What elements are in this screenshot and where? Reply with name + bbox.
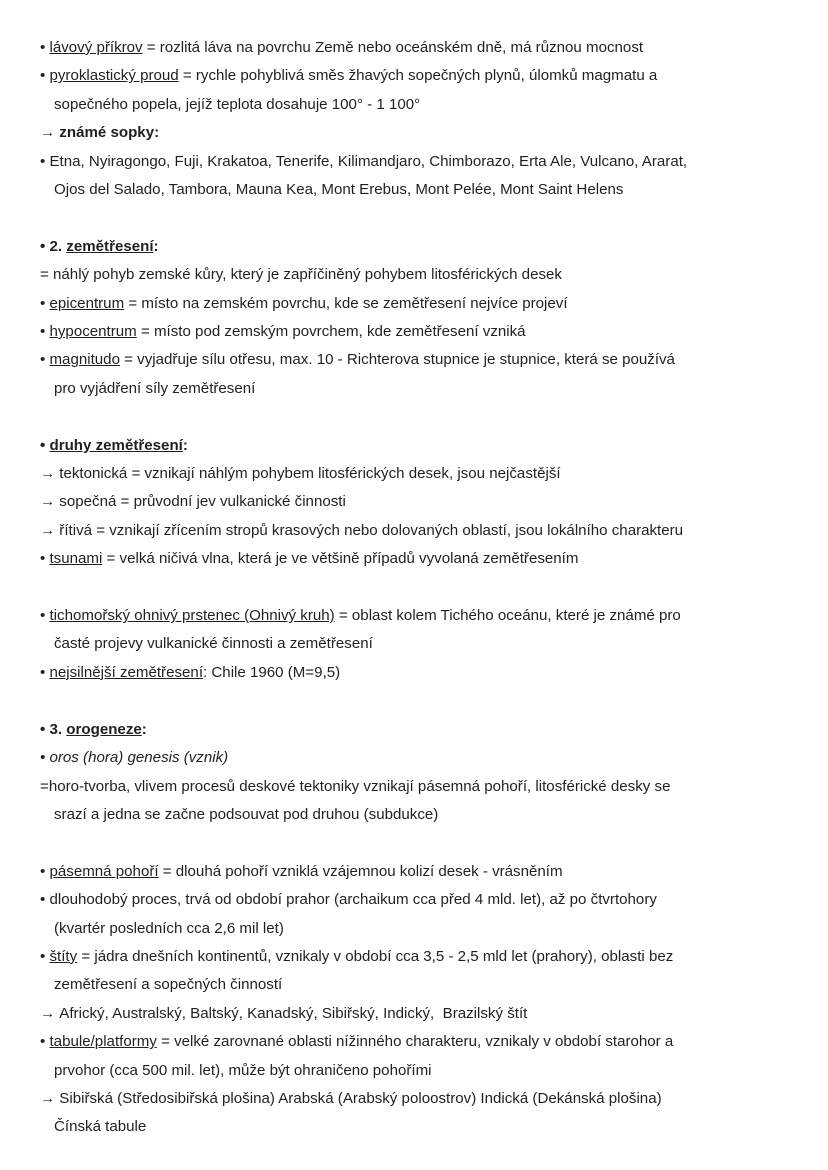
underlined-term: zemětřesení xyxy=(66,237,154,255)
underlined-term: tabule/platformy xyxy=(49,1033,157,1051)
definition-line xyxy=(40,858,792,886)
line-text: zemětřesení a sopečných činností xyxy=(54,976,283,994)
text-line xyxy=(40,1085,792,1113)
text-line xyxy=(40,119,792,147)
definition-line xyxy=(40,602,792,630)
line-text: = náhlý pohyb zemské kůry, který je zapříčiněný pohybem litosférických desek xyxy=(40,266,562,284)
definition-line xyxy=(40,943,792,971)
definition-text: = velká ničivá vlna, která je ve většině případů vyvolaná zemětřesením xyxy=(102,550,579,568)
text-line xyxy=(40,915,792,943)
line-text: srazí a jedna se začne podsouvat pod druhou (subdukce) xyxy=(54,805,439,823)
definition-text: = místo na zemském povrchu, kde se zemětřesení nejvíce projeví xyxy=(124,294,568,312)
text-line xyxy=(40,460,792,488)
definition-text: = velké zarovnané oblasti nížinného charakteru, vznikaly v období starohor a xyxy=(156,1033,674,1051)
text-line xyxy=(40,91,792,119)
definition-line xyxy=(40,290,792,318)
definition-line xyxy=(40,545,792,573)
text-line xyxy=(40,886,792,914)
text-line xyxy=(40,773,792,801)
underlined-term: druhy zemětřesení xyxy=(49,436,183,454)
text-line xyxy=(40,744,792,772)
definition-line xyxy=(40,318,792,346)
definition-line xyxy=(40,432,792,460)
text-line xyxy=(40,1113,792,1141)
line-text: sopečného popela, jejíž teplota dosahuje 100° - 1 100° xyxy=(54,95,421,113)
line-text: sopečná = průvodní jev vulkanické činnosti xyxy=(59,493,346,511)
text-line xyxy=(40,148,792,176)
definition-line xyxy=(40,1028,792,1056)
text-line xyxy=(40,375,792,403)
document-body xyxy=(40,34,792,1142)
definition-text: = místo pod zemským povrchem, kde zemětřesení vzniká xyxy=(136,323,526,341)
definition-line xyxy=(40,233,792,261)
block-spacer xyxy=(40,403,792,431)
line-text: známé sopky: xyxy=(59,124,160,142)
definition-text: = oblast kolem Tichého oceánu, které je známé pro xyxy=(334,607,681,625)
definition-line xyxy=(40,62,792,90)
definition-text: = jádra dnešních kontinentů, vznikaly v období cca 3,5 - 2,5 mld let (prahory), oblasti bez xyxy=(77,947,674,965)
line-text: Africký, Australský, Baltský, Kanadský, Sibiřský, Indický, Brazilský štít xyxy=(59,1004,528,1022)
line-text: tektonická = vznikají náhlým pohybem litosférických desek, jsou nejčastější xyxy=(59,465,561,483)
definition-line xyxy=(40,34,792,62)
block-spacer xyxy=(40,204,792,232)
text-block-volcanism-terms xyxy=(40,34,792,204)
definition-line xyxy=(40,346,792,374)
underlined-term: hypocentrum xyxy=(49,323,137,341)
definition-text: = rychle pohyblivá směs žhavých sopečných plynů, úlomků magmatu a xyxy=(178,67,658,85)
text-line xyxy=(40,1000,792,1028)
line-text: Sibiřská (Středosibiřská plošina) Arabská (Arabský poloostrov) Indická (Dekánská plošina) xyxy=(59,1089,662,1107)
line-text: oros (hora) genesis (vznik) xyxy=(49,749,229,767)
underlined-term: magnitudo xyxy=(49,351,120,369)
underlined-term: nejsilnější zemětřesení xyxy=(49,663,204,681)
text-block-orogenesis xyxy=(40,716,792,830)
text-line xyxy=(40,630,792,658)
text-line xyxy=(40,801,792,829)
line-text: Ojos del Salado, Tambora, Mauna Kea, Mont Erebus, Mont Pelée, Mont Saint Helens xyxy=(54,181,624,199)
underlined-term: tsunami xyxy=(49,550,103,568)
underlined-term: orogeneze xyxy=(66,720,142,738)
line-text: Čínská tabule xyxy=(54,1118,147,1136)
underlined-term: štíty xyxy=(49,947,78,965)
underlined-term: tichomořský ohnivý prstenec (Ohnivý kruh) xyxy=(49,607,335,625)
definition-text: : xyxy=(141,720,147,738)
line-text: =horo-tvorba, vlivem procesů deskové tektoniky vznikají pásemná pohoří, litosférické desky se xyxy=(40,777,671,795)
text-line xyxy=(40,488,792,516)
line-text: dlouhodobý proces, trvá od období prahor (archaikum cca před 4 mld. let), až po čtvrtohory xyxy=(49,891,657,909)
definition-text: : xyxy=(153,237,159,255)
text-block-ring-of-fire xyxy=(40,602,792,687)
block-spacer xyxy=(40,574,792,602)
line-text: řítivá = vznikají zřícením stropů krasových nebo dolovaných oblastí, jsou lokálního charakteru xyxy=(59,521,684,539)
underlined-term: pyroklastický proud xyxy=(49,67,179,85)
definition-text: = rozlitá láva na povrchu Země nebo oceánském dně, má různou mocnost xyxy=(142,39,644,56)
text-block-earthquakes xyxy=(40,233,792,403)
definition-text: = vyjadřuje sílu otřesu, max. 10 - Richterova stupnice je stupnice, která se používá xyxy=(119,351,675,369)
text-block-earthquake-types xyxy=(40,432,792,574)
line-text: Etna, Nyiragongo, Fuji, Krakatoa, Tenerife, Kilimandjaro, Chimborazo, Erta Ale, Vulcano, Ararat, xyxy=(49,152,688,170)
line-text: pro vyjádření síly zemětřesení xyxy=(54,379,256,397)
block-spacer xyxy=(40,829,792,857)
text-line xyxy=(40,1057,792,1085)
line-prefix: 3. xyxy=(49,720,67,738)
definition-text: = dlouhá pohoří vzniklá vzájemnou kolizí desek - vrásněním xyxy=(158,862,563,880)
text-line xyxy=(40,261,792,289)
underlined-term: lávový příkrov xyxy=(49,39,143,56)
definition-text: : xyxy=(182,436,188,454)
line-text: (kvartér posledních cca 2,6 mil let) xyxy=(54,919,284,937)
text-line xyxy=(40,971,792,999)
definition-text: : Chile 1960 (M=9,5) xyxy=(203,663,341,681)
text-line xyxy=(40,176,792,204)
line-prefix: 2. xyxy=(49,237,67,255)
text-block-mountain-ranges xyxy=(40,858,792,1142)
definition-line xyxy=(40,659,792,687)
underlined-term: epicentrum xyxy=(49,294,125,312)
block-spacer xyxy=(40,687,792,715)
underlined-term: pásemná pohoří xyxy=(49,862,159,880)
line-text: časté projevy vulkanické činnosti a zemětřesení xyxy=(54,635,373,653)
definition-line xyxy=(40,716,792,744)
text-line xyxy=(40,517,792,545)
line-text: prvohor (cca 500 mil. let), může být ohraničeno pohořími xyxy=(54,1061,432,1079)
